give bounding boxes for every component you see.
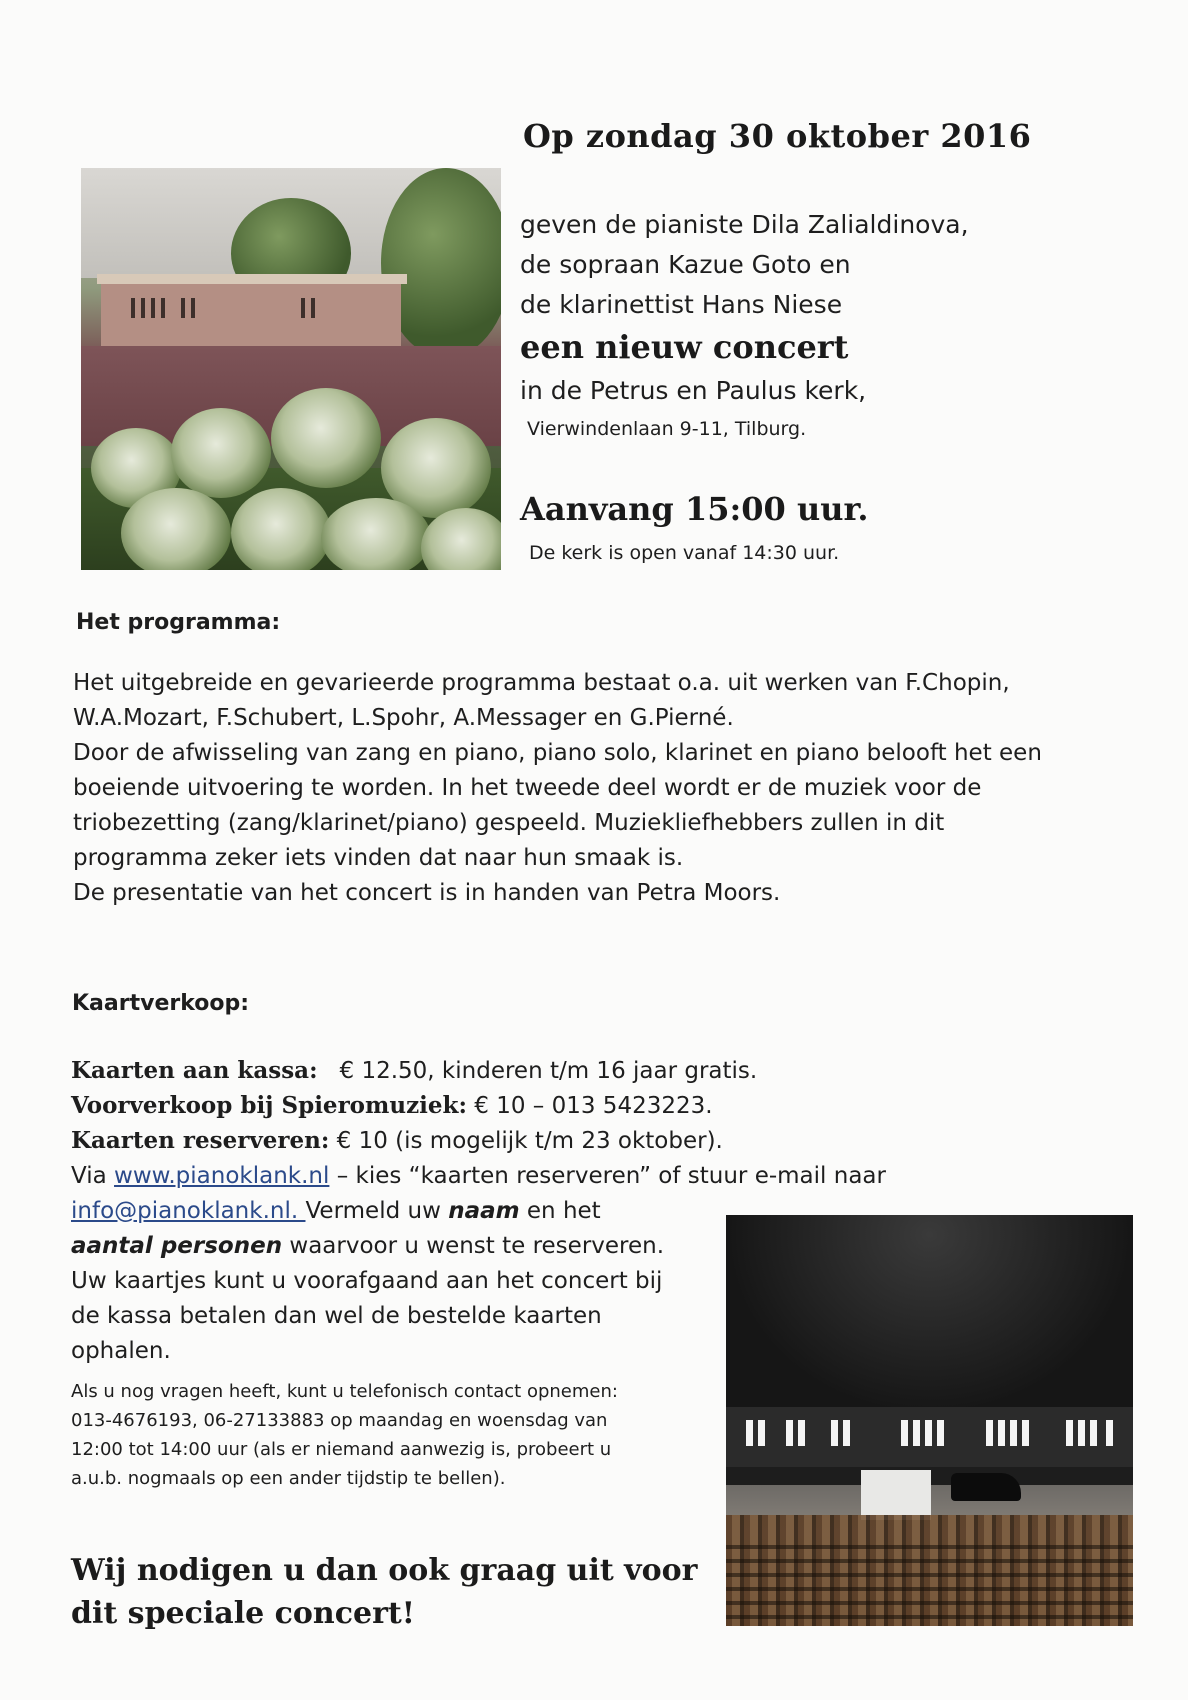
- reservation-price: [71, 1127, 723, 1154]
- door-open-time: De kerk is open vanaf 14:30 uur.: [529, 542, 840, 564]
- reserve-value: € 10 (is mogelijk t/m 23 oktober).: [329, 1128, 723, 1154]
- church-interior-photo: [726, 1215, 1133, 1626]
- via-text: Via: [71, 1163, 115, 1189]
- via-suffix: – kies “kaarten reserveren” of stuur e-mail naar: [329, 1163, 886, 1189]
- closing-invitation-2: dit speciale concert!: [71, 1596, 415, 1631]
- persons-line: [71, 1233, 664, 1259]
- website-link[interactable]: www.pianoklank.nl: [114, 1163, 330, 1189]
- program-heading: Het programma:: [76, 610, 281, 635]
- lineup-clarinetist: de klarinettist Hans Niese: [520, 290, 843, 319]
- payment-line: Uw kaartjes kunt u voorafgaand aan het concert bij: [71, 1268, 663, 1294]
- start-time-heading: Aanvang 15:00 uur.: [520, 490, 869, 528]
- reservation-instructions: [71, 1163, 886, 1189]
- church-address: Vierwindenlaan 9-11, Tilburg.: [527, 418, 807, 440]
- payment-line: de kassa betalen dan wel de bestelde kaarten: [71, 1303, 602, 1329]
- presale-price: [71, 1092, 713, 1119]
- contact-line: a.u.b. nogmaals op een ander tijdstip te bellen).: [71, 1468, 506, 1489]
- closing-invitation: Wij nodigen u dan ook graag uit voor: [71, 1553, 698, 1588]
- mention-suffix: en het: [519, 1198, 601, 1224]
- program-line: boeiende uitvoering te worden. In het tweede deel wordt er de muziek voor de: [73, 775, 982, 801]
- contact-line: Als u nog vragen heeft, kunt u telefonisch contact opnemen:: [71, 1381, 618, 1402]
- lineup-soprano: de sopraan Kazue Goto en: [520, 250, 851, 279]
- box-office-label: Kaarten aan kassa:: [71, 1057, 318, 1084]
- program-line: triobezetting (zang/klarinet/piano) gespeeld. Muziekliefhebbers zullen in dit: [73, 810, 945, 836]
- mention-prefix: Vermeld uw: [305, 1198, 449, 1224]
- event-date-heading: Op zondag 30 oktober 2016: [523, 117, 1032, 155]
- lineup-pianist: geven de pianiste Dila Zalialdinova,: [520, 210, 969, 239]
- persons-suffix: waarvoor u wenst te reserveren.: [282, 1233, 665, 1259]
- program-line: W.A.Mozart, F.Schubert, L.Spohr, A.Messager en G.Pierné.: [73, 705, 734, 731]
- church-name: in de Petrus en Paulus kerk,: [520, 376, 867, 405]
- payment-line: ophalen.: [71, 1338, 171, 1364]
- mention-name: naam: [448, 1198, 520, 1224]
- persons-emphasis: aantal personen: [71, 1233, 283, 1259]
- tickets-heading: Kaartverkoop:: [72, 991, 250, 1016]
- concert-heading: een nieuw concert: [520, 328, 849, 366]
- email-link[interactable]: info@pianoklank.nl.: [71, 1198, 306, 1224]
- church-exterior-photo: [81, 168, 501, 570]
- box-office-price: [71, 1057, 757, 1084]
- program-line: De presentatie van het concert is in handen van Petra Moors.: [73, 880, 781, 906]
- program-line: programma zeker iets vinden dat naar hun smaak is.: [73, 845, 684, 871]
- reserve-label: Kaarten reserveren:: [71, 1127, 330, 1154]
- program-line: Het uitgebreide en gevarieerde programma bestaat o.a. uit werken van F.Chopin,: [73, 670, 1010, 696]
- contact-line: 013-4676193, 06-27133883 op maandag en woensdag van: [71, 1410, 608, 1431]
- contact-line: 12:00 tot 14:00 uur (als er niemand aanwezig is, probeert u: [71, 1439, 612, 1460]
- presale-value: € 10 – 013 5423223.: [466, 1093, 713, 1119]
- email-line: [71, 1198, 601, 1224]
- program-line: Door de afwisseling van zang en piano, piano solo, klarinet en piano belooft het een: [73, 740, 1042, 766]
- presale-label: Voorverkoop bij Spieromuziek:: [71, 1092, 467, 1119]
- box-office-value: € 12.50, kinderen t/m 16 jaar gratis.: [339, 1058, 758, 1084]
